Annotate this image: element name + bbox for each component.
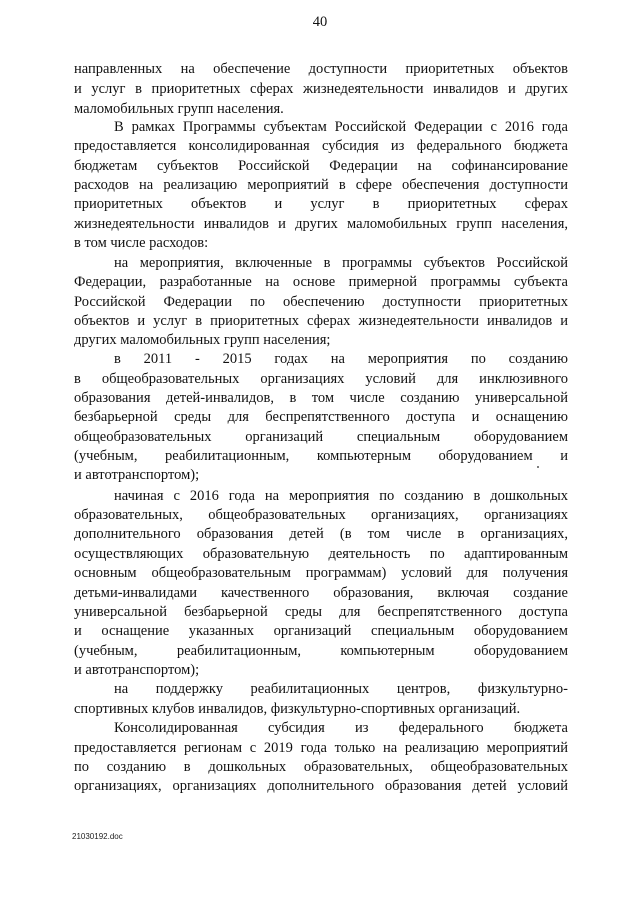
- text-line: на поддержку реабилитационных центров, физкультурно-: [114, 681, 568, 697]
- text-line: других маломобильных групп населения;: [74, 332, 331, 348]
- text-line: Консолидированная субсидия из федерального бюджета: [114, 720, 568, 736]
- text-line: и оснащение указанных организаций специальным оборудованием: [74, 623, 568, 639]
- text-line: детьми-инвалидами качественного образования, включая создание: [74, 585, 568, 601]
- text-line: расходов на реализацию мероприятий в сфере обеспечения доступности: [74, 177, 568, 193]
- text-line: по созданию в дошкольных образовательных, общеобразовательных: [74, 759, 568, 775]
- text-line: Российской Федерации по обеспечению доступности приоритетных: [74, 294, 568, 310]
- text-line: приоритетных объектов и услуг в приоритетных сферах: [74, 196, 568, 212]
- text-line: образовательных, общеобразовательных организациях, организациях: [74, 507, 568, 523]
- text-line: В рамках Программы субъектам Российской Федерации с 2016 года: [114, 119, 568, 135]
- text-line: безбарьерной среды для беспрепятственного доступа и оснащению: [74, 409, 568, 425]
- text-line: организациях, организациях дополнительного образования детей условий: [74, 778, 568, 794]
- page-number: 40: [312, 14, 328, 30]
- text-line: (учебным, реабилитационным, компьютерным оборудованием: [74, 643, 568, 659]
- text-line: образования детей-инвалидов, в том числе созданию универсальной: [74, 390, 568, 406]
- text-line: дополнительного образования детей (в том числе в организациях,: [74, 526, 568, 542]
- text-line: и автотранспортом);: [74, 467, 200, 483]
- text-line: бюджетам субъектов Российской Федерации на софинансирование: [74, 158, 568, 174]
- text-line: общеобразовательных организаций специальным оборудованием: [74, 429, 568, 445]
- text-line: в том числе расходов:: [74, 235, 209, 251]
- text-line: в общеобразовательных организациях условий для инклюзивного: [74, 371, 568, 387]
- text-line: и услуг в приоритетных сферах жизнедеятельности инвалидов и других: [74, 81, 568, 97]
- text-line: предоставляется регионам с 2019 года только на реализацию мероприятий: [74, 740, 568, 756]
- text-line: спортивных клубов инвалидов, физкультурно-спортивных организаций.: [74, 701, 521, 717]
- text-line: маломобильных групп населения.: [74, 101, 284, 117]
- text-line: предоставляется консолидированная субсидия из федерального бюджета: [74, 138, 568, 154]
- document-filename: 21030192.doc: [72, 832, 123, 841]
- text-line: универсальной безбарьерной среды для беспрепятственного доступа: [74, 604, 568, 620]
- text-line: (учебным, реабилитационным, компьютерным оборудованием и: [74, 448, 568, 464]
- text-line: Федерации, разработанные на основе примерной программы субъекта: [74, 274, 568, 290]
- text-line: на мероприятия, включенные в программы субъектов Российской: [114, 255, 568, 271]
- text-line: осуществляющих образовательную деятельность по адаптированным: [74, 546, 568, 562]
- scan-speck: [537, 466, 539, 468]
- text-line: объектов и услуг в приоритетных сферах жизнедеятельности инвалидов и: [74, 313, 568, 329]
- text-line: начиная с 2016 года на мероприятия по созданию в дошкольных: [114, 488, 568, 504]
- text-line: и автотранспортом);: [74, 662, 200, 678]
- text-line: в 2011 - 2015 годах на мероприятия по созданию: [114, 351, 568, 367]
- text-line: жизнедеятельности инвалидов и других маломобильных групп населения,: [74, 216, 568, 232]
- text-line: основным общеобразовательным программам) условий для получения: [74, 565, 568, 581]
- text-line: направленных на обеспечение доступности приоритетных объектов: [74, 61, 568, 77]
